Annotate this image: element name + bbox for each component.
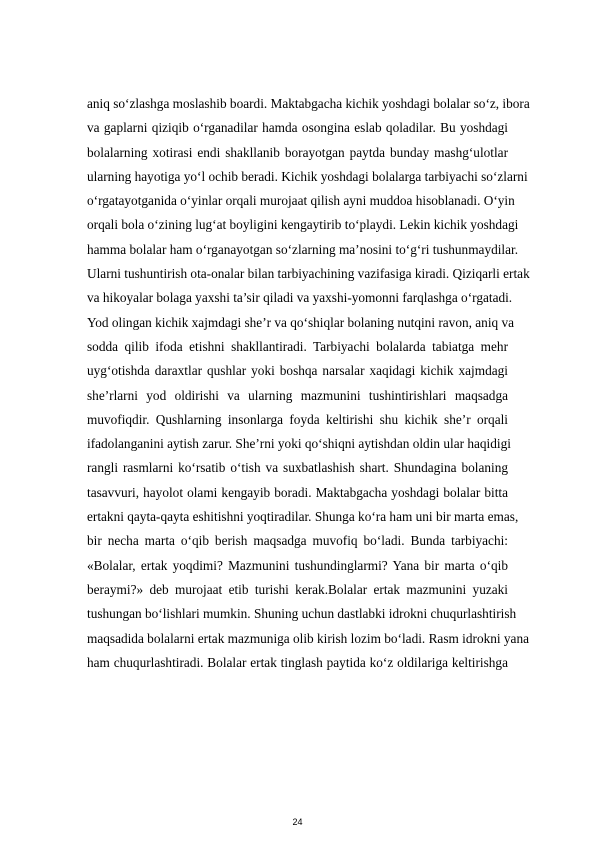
text-line: beraymi?» deb murojaat etib turishi kerak.Bolalar ertak mazmunini yuzaki <box>87 581 508 597</box>
text-line: bolalarning xotirasi endi shakllanib borayotgan paytda bunday mashg‘ulotlar <box>87 144 508 160</box>
text-line: bir necha marta o‘qib berish maqsadga muvofiq bo‘ladi. Bunda tarbiyachi: <box>87 533 508 549</box>
text-line: ertakni qayta-qayta eshitishni yoqtiradilar. Shunga ko‘ra ham uni bir marta emas, <box>87 509 519 525</box>
text-line: aniq so‘zlashga moslashib boardi. Maktabgacha kichik yoshdagi bolalar so‘z, ibora <box>87 96 530 111</box>
body-paragraph <box>87 92 530 675</box>
text-line: tushungan bo‘lishlari mumkin. Shuning uchun dastlabki idrokni chuqurlashtirish <box>87 606 517 622</box>
text-line: orqali bola o‘zining lug‘at boyligini kengaytirib to‘playdi. Lekin kichik yoshdagi <box>87 217 519 233</box>
text-line: «Bolalar, ertak yoqdimi? Mazmunini tushundinglarmi? Yana bir marta o‘qib <box>87 557 508 573</box>
text-line: va hikoyalar bolaga yaxshi ta’sir qiladi va yaxshi-yomonni farqlashga o‘rgatadi. <box>87 290 513 306</box>
text-line: o‘rgatayotganida o‘yinlar orqali murojaat qilish ayni muddoa hisoblanadi. O‘yin <box>87 193 515 209</box>
text-line: hamma bolalar ham o‘rganayotgan so‘zlarning ma’nosini to‘g‘ri tushunmaydilar. <box>87 241 519 257</box>
text-line: va gaplarni qiziqib o‘rganadilar hamda osongina eslab qoladilar. Bu yoshdagi <box>87 120 508 136</box>
page-number: 24 <box>292 817 303 827</box>
text-line: Yod olingan kichik xajmdagi she’r va qo‘shiqlar bolaning nutqini ravon, aniq va <box>87 314 515 330</box>
text-line: she’rlarni yod oldirishi va ularning mazmunini tushintirishlari maqsadga <box>87 387 508 403</box>
text-line: ularning hayotiga yo‘l ochib beradi. Kichik yoshdagi bolalarga tarbiyachi so‘zlarni <box>87 168 528 184</box>
text-line: sodda qilib ifoda etishni shakllantiradi. Tarbiyachi bolalarda tabiatga mehr <box>87 338 508 354</box>
text-line: Ularni tushuntirish ota-onalar bilan tarbiyachining vazifasiga kiradi. Qiziqarli ertak <box>87 266 530 282</box>
text-line: ifadolanganini aytish zarur. She’rni yoki qo‘shiqni aytishdan oldin ular haqidigi <box>87 436 511 452</box>
text-line: maqsadida bolalarni ertak mazmuniga olib kirish lozim bo‘ladi. Rasm idrokni yana <box>87 630 530 646</box>
text-line: rangli rasmlarni ko‘rsatib o‘tish va suxbatlashish shart. Shundagina bolaning <box>87 460 508 476</box>
text-line: muvofiqdir. Qushlarning insonlarga foyda keltirishi shu kichik she’r orqali <box>87 411 508 427</box>
text-line: tasavvuri, hayolot olami kengayib boradi. Maktabgacha yoshdagi bolalar bitta <box>87 484 508 500</box>
text-line: uyg‘otishda daraxtlar qushlar yoki boshqa narsalar xaqidagi kichik xajmdagi <box>87 363 508 379</box>
text-line: ham chuqurlashtiradi. Bolalar ertak tinglash paytida ko‘z oldilariga keltirishga <box>87 654 508 670</box>
